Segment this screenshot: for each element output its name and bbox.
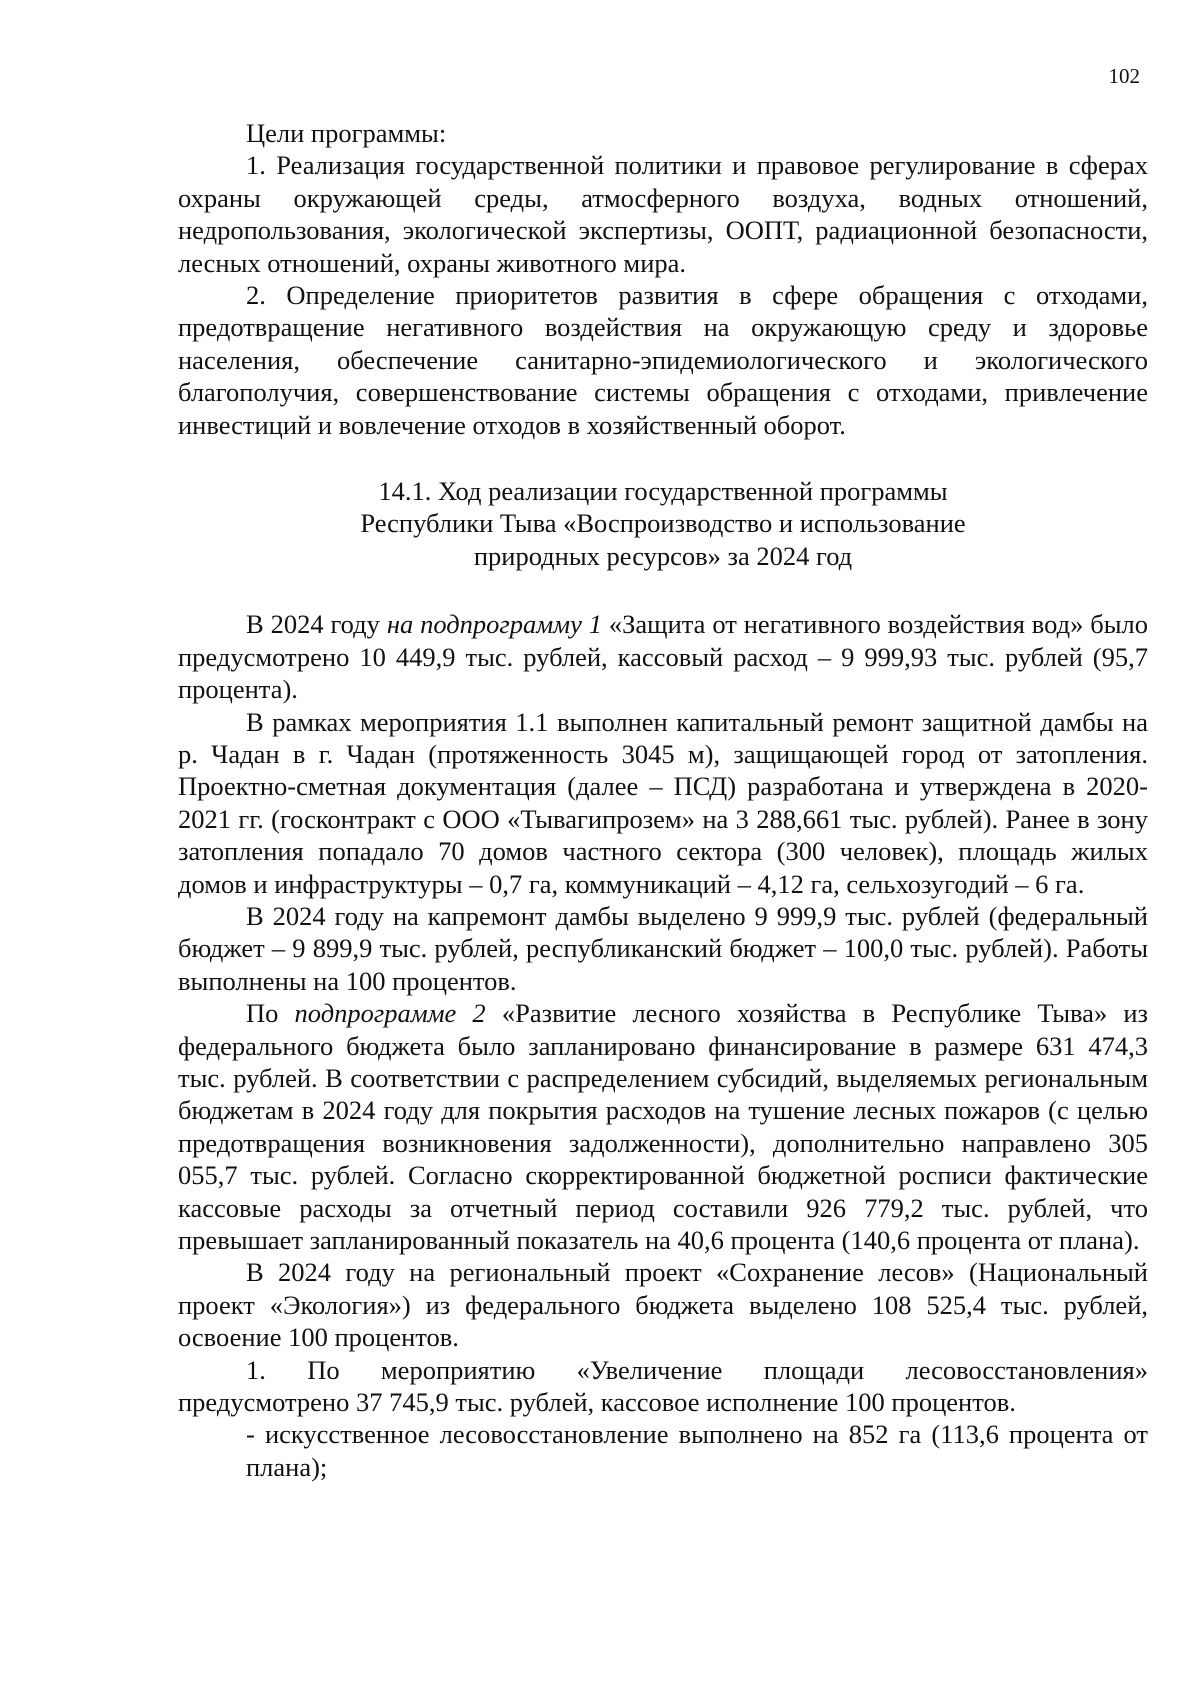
paragraph-artificial-reforestation: - искусственное лесовосстановление выполнено на 852 га (113,6 процента от плана);: [246, 1419, 1148, 1482]
paragraph-subprogram-1: [178, 608, 1148, 705]
page-number: 102: [1108, 64, 1140, 88]
section-heading-line-2: Республики Тыва «Воспроизводство и использование: [360, 508, 966, 539]
section-heading-line-1: 14.1. Ход реализации государственной программы: [378, 476, 948, 507]
goals-title: Цели программы:: [246, 118, 447, 148]
paragraph-text: В 2024 году: [246, 609, 387, 640]
goal-item-1: 1. Реализация государственной политики и правовое регулирование в сферах охраны окружающей среды, атмосферного воздуха, водных отношений, недропользования, экологической экспертизы, ООПТ, радиационной безопасности, лесных отношений, охраны животного мира.: [178, 150, 1148, 278]
emphasis-subprogram-1: на подпрограмму 1: [386, 609, 602, 640]
section-heading: [178, 475, 1148, 572]
section-heading-line-3: природных ресурсов» за 2024 год: [473, 540, 853, 571]
document-body: [178, 117, 1148, 1483]
paragraph-reforestation-measure: 1. По мероприятию «Увеличение площади лесовосстановления» предусмотрено 37 745,9 тыс. рублей, кассовое исполнение 100 процентов.: [178, 1354, 1148, 1418]
paragraph-dam-repair: В рамках мероприятия 1.1 выполнен капитальный ремонт защитной дамбы на р. Чадан в г. Чадан (протяженность 3045 м), защищающей город от затопления. Проектно-сметная документация (далее – ПСД) разработана и утверждена в 2020-2021 гг. (госконтракт с ООО «Тывагипрозем» на 3 288,661 тыс. рублей). Ранее в зону затопления попадало 70 домов частного сектора (300 человек), площадь жилых домов и инфраструктуры – 0,7 га, коммуникаций – 4,12 га, сельхозугодий – 6 га.: [178, 706, 1148, 899]
paragraph-text: По: [246, 998, 295, 1029]
paragraph-dam-funding: В 2024 году на капремонт дамбы выделено 9 999,9 тыс. рублей (федеральный бюджет – 9 899,9 тыс. рублей, республиканский бюджет – 100,0 тыс. рублей). Работы выполнены на 100 процентов.: [178, 900, 1148, 996]
paragraph-text: «Защита от негативного воздействия вод» было предусмотрено 10 449,9 тыс. рублей, кассовый расход – 9 999,93 тыс. рублей (95,7 процента).: [178, 609, 1148, 705]
paragraph-forest-project: В 2024 году на региональный проект «Сохранение лесов» (Национальный проект «Экология») из федерального бюджета выделено 108 525,4 тыс. рублей, освоение 100 процентов.: [178, 1257, 1148, 1353]
goal-item-2: 2. Определение приоритетов развития в сфере обращения с отходами, предотвращение негативного воздействия на окружающую среду и здоровье населения, обеспечение санитарно-эпидемиологического и экологического благополучия, совершенствование системы обращения с отходами, привлечение инвестиций и вовлечение отходов в хозяйственный оборот.: [178, 280, 1148, 440]
paragraph-text: «Развитие лесного хозяйства в Республике Тыва» из федерального бюджета было запланировано финансирование в размере 631 474,3 тыс. рублей. В соответствии с распределением субсидий, выделяемых региональным бюджетам в 2024 году для покрытия расходов на тушение лесных пожаров (с целью предотвращения возникновения задолженности), дополнительно направлено 305 055,7 тыс. рублей. Согласно скорректированной бюджетной росписи фактические кассовые расходы за отчетный период составили 926 779,2 тыс. рублей, что превышает запланированный показатель на 40,6 процента (140,6 процента от плана).: [178, 998, 1148, 1255]
emphasis-subprogram-2: подпрограмме 2: [294, 998, 486, 1029]
paragraph-subprogram-2: [178, 997, 1148, 1256]
